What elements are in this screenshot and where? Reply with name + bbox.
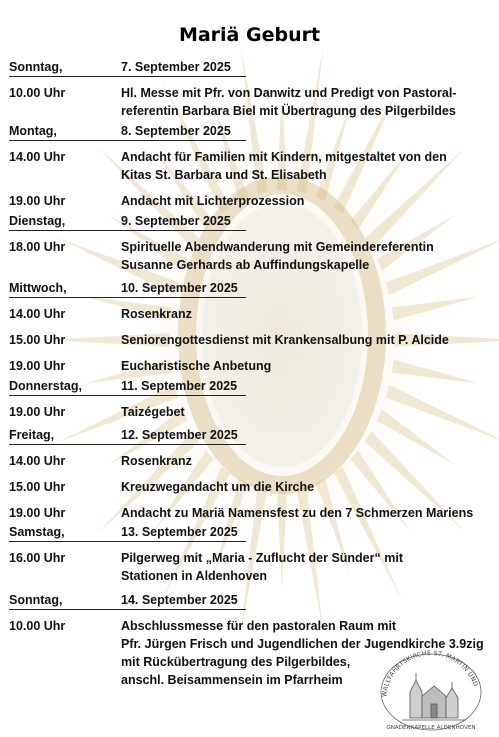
event-time: 19.00 Uhr bbox=[9, 359, 66, 373]
svg-text:WALLFAHRTSKIRCHE ST. MARTIN UN: WALLFAHRTSKIRCHE ST. MARTIN UND bbox=[381, 649, 479, 698]
event-description-line: Andacht für Familien mit Kindern, mitgestaltet von den bbox=[121, 150, 447, 164]
day-name: Freitag, bbox=[9, 428, 55, 442]
event-time: 14.00 Uhr bbox=[9, 307, 66, 321]
day-underline bbox=[9, 76, 246, 77]
event-description-line: Pfr. Jürgen Frisch und Jugendlichen der Jugendkirche 3.9zig bbox=[121, 637, 484, 651]
day-date: 8. September 2025 bbox=[121, 124, 231, 138]
day-header bbox=[9, 60, 249, 78]
day-underline bbox=[9, 444, 246, 445]
event-description-line: Andacht mit Lichterprozession bbox=[121, 194, 305, 208]
event-description-line: Pilgerweg mit „Maria - Zuflucht der Sünder“ mit bbox=[121, 551, 403, 565]
event-description bbox=[121, 357, 493, 375]
event-time: 19.00 Uhr bbox=[9, 506, 66, 520]
event-description bbox=[121, 331, 493, 349]
event-description bbox=[121, 549, 493, 585]
event-description bbox=[121, 238, 493, 274]
event-description bbox=[121, 504, 493, 522]
event-time: 18.00 Uhr bbox=[9, 240, 66, 254]
day-header bbox=[9, 525, 249, 543]
day-date: 9. September 2025 bbox=[121, 214, 231, 228]
day-date: 10. September 2025 bbox=[121, 281, 238, 295]
event-description bbox=[121, 305, 493, 323]
event-description-line: Taizégebet bbox=[121, 405, 185, 419]
day-underline bbox=[9, 140, 246, 141]
event-description-line: mit Rückübertragung des Pilgerbildes, bbox=[121, 655, 351, 669]
day-name: Sonntag, bbox=[9, 593, 63, 607]
day-header bbox=[9, 281, 249, 299]
day-underline bbox=[9, 395, 246, 396]
event-description-line: Stationen in Aldenhoven bbox=[121, 569, 268, 583]
day-name: Dienstag, bbox=[9, 214, 66, 228]
event-description-line: Rosenkranz bbox=[121, 307, 192, 321]
day-underline bbox=[9, 541, 246, 542]
event-description bbox=[121, 403, 493, 421]
event-description-line: Hl. Messe mit Pfr. von Danwitz und Predigt von Pastoral- bbox=[121, 86, 457, 100]
event-description-line: Abschlussmesse für den pastoralen Raum mit bbox=[121, 619, 397, 633]
event-time: 10.00 Uhr bbox=[9, 619, 66, 633]
day-header bbox=[9, 428, 249, 446]
page-title: Mariä Geburt bbox=[178, 24, 321, 46]
event-description-line: Kitas St. Barbara und St. Elisabeth bbox=[121, 168, 327, 182]
day-date: 11. September 2025 bbox=[121, 379, 238, 393]
day-underline bbox=[9, 609, 246, 610]
day-date: 12. September 2025 bbox=[121, 428, 238, 442]
event-description bbox=[121, 478, 493, 496]
event-time: 19.00 Uhr bbox=[9, 405, 66, 419]
day-name: Donnerstag, bbox=[9, 379, 82, 393]
day-header bbox=[9, 593, 249, 611]
event-time: 16.00 Uhr bbox=[9, 551, 66, 565]
event-description-line: Andacht zu Mariä Namensfest zu den 7 Schmerzen Mariens bbox=[121, 506, 474, 520]
event-time: 14.00 Uhr bbox=[9, 454, 66, 468]
day-name: Sonntag, bbox=[9, 60, 63, 74]
event-time: 15.00 Uhr bbox=[9, 333, 66, 347]
day-header bbox=[9, 379, 249, 397]
event-time: 14.00 Uhr bbox=[9, 150, 66, 164]
day-header bbox=[9, 214, 249, 232]
event-description bbox=[121, 148, 493, 184]
event-time: 19.00 Uhr bbox=[9, 194, 66, 208]
event-description-line: Kreuzwegandacht um die Kirche bbox=[121, 480, 315, 494]
event-description bbox=[121, 192, 493, 210]
day-date: 13. September 2025 bbox=[121, 525, 238, 539]
day-date: 14. September 2025 bbox=[121, 593, 238, 607]
event-description-line: Susanne Gerhards ab Auffindungskapelle bbox=[121, 258, 370, 272]
event-description bbox=[121, 84, 493, 120]
svg-text:GNADENKAPELLE ALDENHOVEN: GNADENKAPELLE ALDENHOVEN bbox=[386, 725, 476, 731]
day-underline bbox=[9, 297, 246, 298]
event-description-line: Seniorengottesdienst mit Krankensalbung mit P. Alcide bbox=[121, 333, 449, 347]
event-description-line: Spirituelle Abendwanderung mit Gemeindereferentin bbox=[121, 240, 434, 254]
day-name: Montag, bbox=[9, 124, 57, 138]
day-name: Mittwoch, bbox=[9, 281, 67, 295]
parish-seal-logo bbox=[372, 640, 490, 732]
event-time: 10.00 Uhr bbox=[9, 86, 66, 100]
event-description-line: referentin Barbara Biel mit Übertragung des Pilgerbildes bbox=[121, 104, 456, 118]
day-underline bbox=[9, 230, 246, 231]
event-description-line: Eucharistische Anbetung bbox=[121, 359, 272, 373]
day-header bbox=[9, 124, 249, 142]
event-description-line: Rosenkranz bbox=[121, 454, 192, 468]
day-name: Samstag, bbox=[9, 525, 65, 539]
event-description-line: anschl. Beisammensein im Pfarrheim bbox=[121, 673, 343, 687]
event-time: 15.00 Uhr bbox=[9, 480, 66, 494]
event-description bbox=[121, 452, 493, 470]
day-date: 7. September 2025 bbox=[121, 60, 231, 74]
